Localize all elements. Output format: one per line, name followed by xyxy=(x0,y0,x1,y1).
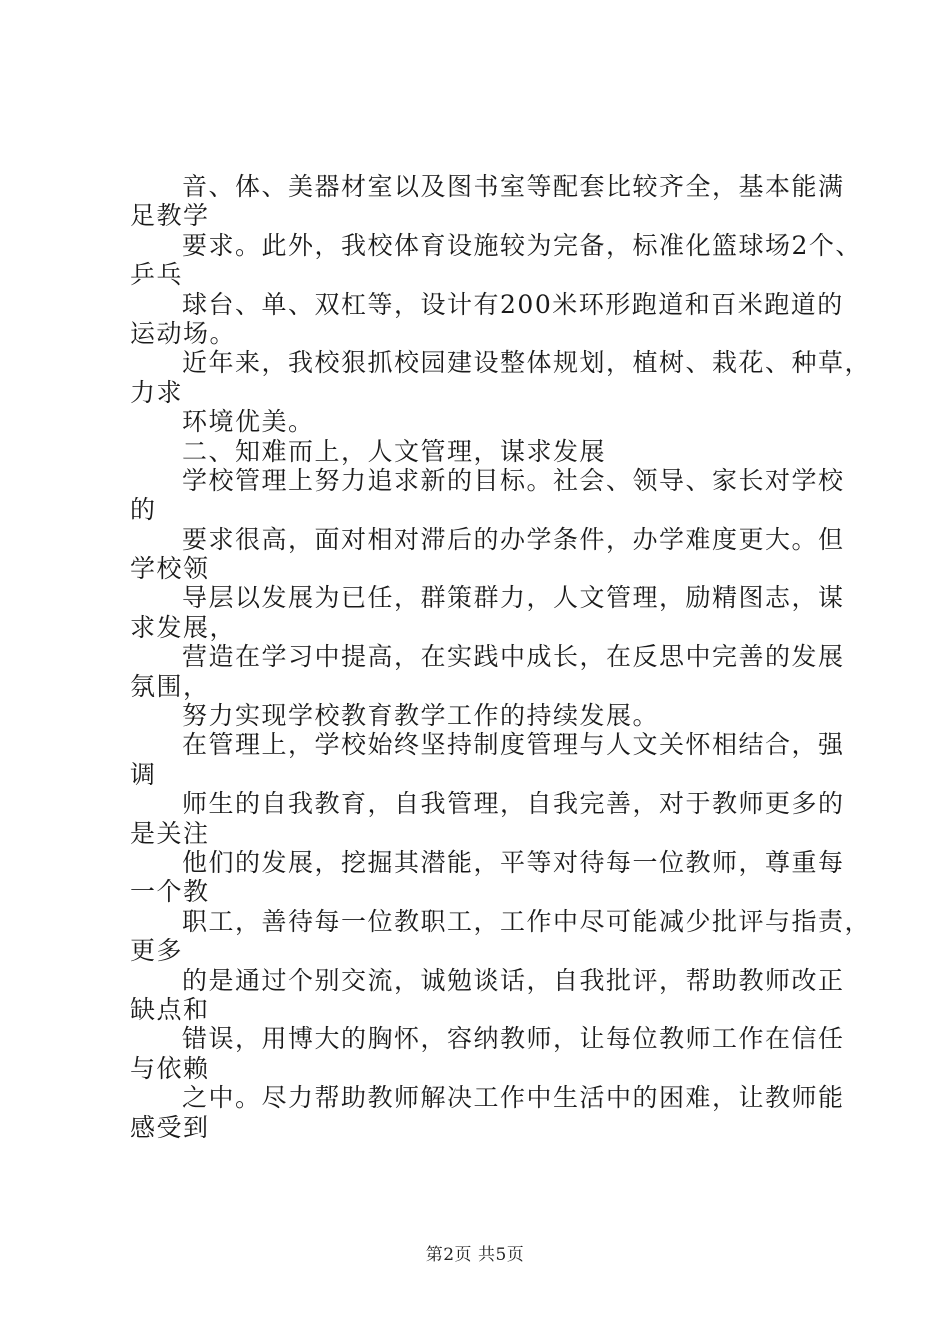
text-line: 二、知难而上，人文管理，谋求发展 xyxy=(182,436,607,466)
body-text xyxy=(130,172,872,1142)
text-line: 运动场。 xyxy=(130,318,237,348)
text-line: 调 xyxy=(130,759,157,789)
text-line: 要求很高，面对相对滞后的办学条件，办学难度更大。但 xyxy=(182,524,845,554)
text-line: 的 xyxy=(130,495,157,525)
text-line: 学校管理上努力追求新的目标。社会、领导、家长对学校 xyxy=(182,465,845,495)
text-line: 营造在学习中提高，在实践中成长，在反思中完善的发展 xyxy=(182,642,845,672)
text-line: 近年来，我校狠抓校园建设整体规划，植树、栽花、种草， xyxy=(182,348,872,378)
text-line: 力求 xyxy=(130,377,184,407)
text-line: 感受到 xyxy=(130,1112,210,1142)
text-line: 更多 xyxy=(130,936,184,966)
text-line: 乒乓 xyxy=(130,260,184,290)
text-line: 求发展， xyxy=(130,612,237,642)
text-line: 之中。尽力帮助教师解决工作中生活中的困难，让教师能 xyxy=(182,1083,845,1113)
text-line: 在管理上，学校始终坚持制度管理与人文关怀相结合，强 xyxy=(182,730,845,760)
text-line: 他们的发展，挖掘其潜能，平等对待每一位教师，尊重每 xyxy=(182,847,845,877)
text-line: 一个教 xyxy=(130,877,210,907)
text-line: 缺点和 xyxy=(130,994,210,1024)
text-line: 的是通过个别交流，诚勉谈话，自我批评，帮助教师改正 xyxy=(182,965,845,995)
text-line: 与依赖 xyxy=(130,1053,210,1083)
text-line: 努力实现学校教育教学工作的持续发展。 xyxy=(182,701,660,731)
text-line: 球台、单、双杠等，设计有200米环形跑道和百米跑道的 xyxy=(182,289,844,319)
text-line: 环境优美。 xyxy=(182,407,315,437)
text-line: 导层以发展为已任，群策群力，人文管理，励精图志，谋 xyxy=(182,583,845,613)
text-line: 是关注 xyxy=(130,818,210,848)
text-line: 足教学 xyxy=(130,201,210,231)
page-footer: 第2页 共5页 xyxy=(425,1245,525,1265)
text-line: 音、体、美器材室以及图书室等配套比较齐全，基本能满 xyxy=(182,172,845,201)
text-line: 氛围， xyxy=(130,671,210,701)
text-line: 师生的自我教育，自我管理，自我完善，对于教师更多的 xyxy=(182,789,845,819)
text-line: 职工，善待每一位教职工，工作中尽可能减少批评与指责， xyxy=(182,906,872,936)
text-line: 学校领 xyxy=(130,554,210,584)
text-line: 要求。此外，我校体育设施较为完备，标准化篮球场2个、 xyxy=(182,230,862,260)
text-line: 错误，用博大的胸怀，容纳教师，让每位教师工作在信任 xyxy=(182,1024,845,1054)
